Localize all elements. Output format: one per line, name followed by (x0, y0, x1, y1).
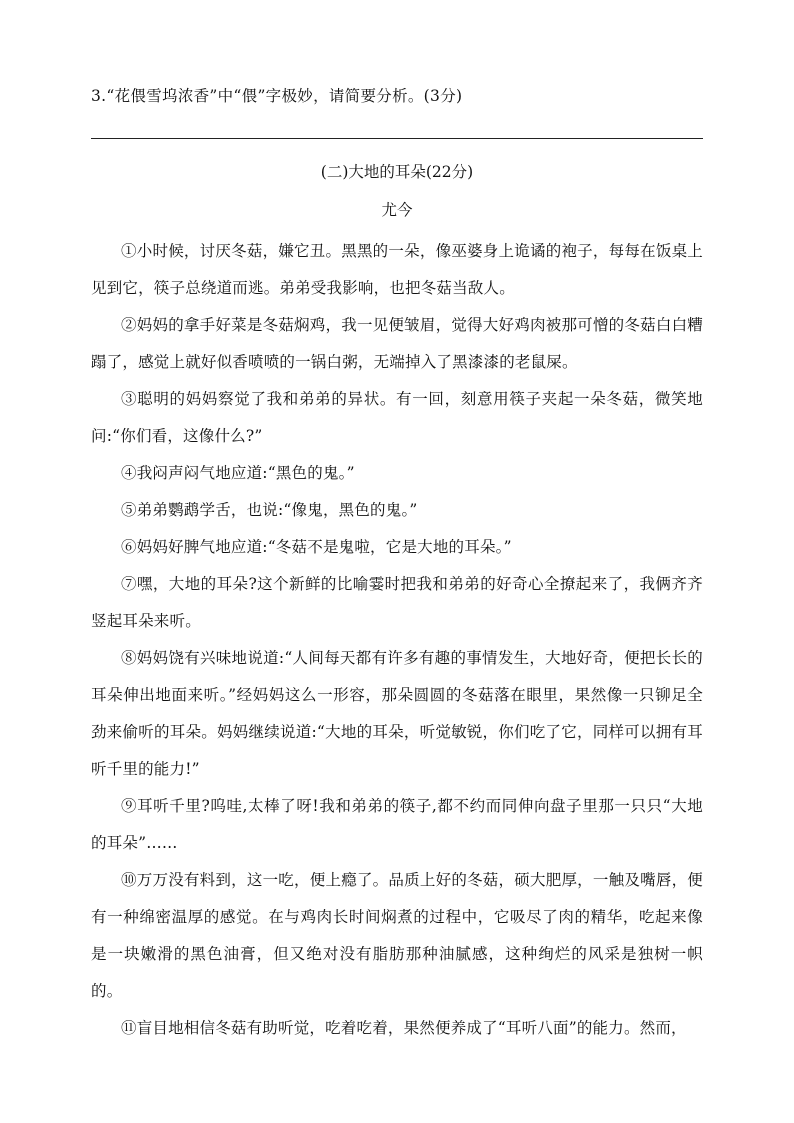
paragraph-6: ⑥妈妈好脾气地应道:“冬菇不是鬼啦，它是大地的耳朵。” (121, 538, 512, 556)
section-title: (二)大地的耳朵(22分) (320, 163, 474, 181)
question-3: 3.“花偎雪坞浓香”中“偎”字极妙，请简要分析。(3分) (91, 87, 463, 105)
paragraph-11: ⑪盲目地相信冬菇有助听觉，吃着吃着，果然便养成了“耳听八面”的能力。然而， (121, 1019, 687, 1037)
paragraph-3: ③聪明的妈妈察觉了我和弟弟的异状。有一回，刻意用筷子夹起一朵冬菇，微笑地问:“你们看，这像什么?” (91, 390, 703, 445)
paragraph-7: ⑦嘿，大地的耳朵?这个新鲜的比喻霎时把我和弟弟的好奇心全撩起来了，我俩齐齐竖起耳朵来听。 (91, 575, 703, 630)
paragraph-10: ⑩万万没有料到，这一吃，便上瘾了。品质上好的冬菇，硕大肥厚，一触及嘴唇，便有一种绵密温厚的感觉。在与鸡肉长时间焖煮的过程中，它吸尽了肉的精华，吃起来像是一块嫩滑的黑色油膏，但又绝对没有脂肪那种油腻感，这种绚烂的风采是独树一帜的。 (91, 871, 703, 1000)
paragraph-9: ⑨耳听千里?呜哇,太棒了呀!我和弟弟的筷子,都不约而同伸向盘子里那一只只“大地的耳朵”…… (91, 797, 703, 852)
author-name: 尤今 (381, 201, 413, 219)
paragraph-2: ②妈妈的拿手好菜是冬菇焖鸡，我一见便皱眉，觉得大好鸡肉被那可憎的冬菇白白糟蹋了，感觉上就好似香喷喷的一锅白粥，无端掉入了黑漆漆的老鼠屎。 (91, 316, 703, 371)
paragraph-5: ⑤弟弟鹦鹉学舌，也说:“像鬼，黑色的鬼。” (121, 501, 418, 519)
paragraph-8: ⑧妈妈饶有兴味地说道:“人间每天都有许多有趣的事情发生，大地好奇，便把长长的耳朵伸出地面来听。”经妈妈这么一形容，那朵圆圆的冬菇落在眼里，果然像一只铆足全劲来偷听的耳朵。妈妈继续说道:“大地的耳朵，听觉敏锐，你们吃了它，同样可以拥有耳听千里的能力!” (91, 649, 703, 778)
paragraph-4: ④我闷声闷气地应道:“黑色的鬼。” (121, 464, 355, 482)
answer-line (91, 138, 703, 139)
article-body (91, 233, 703, 1047)
paragraph-1: ①小时候，讨厌冬菇，嫌它丑。黑黑的一朵，像巫婆身上诡谲的袍子，每每在饭桌上见到它，筷子总绕道而逃。弟弟受我影响，也把冬菇当敌人。 (91, 242, 703, 297)
